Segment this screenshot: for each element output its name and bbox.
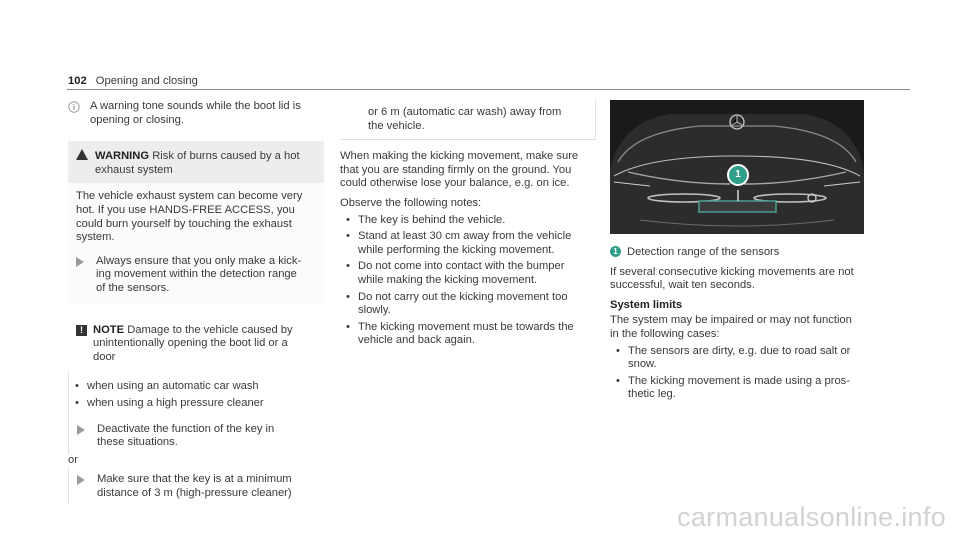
note-action-1	[77, 423, 316, 450]
watermark: carmanualsonline.info	[677, 502, 946, 533]
action-line: of the sensors.	[96, 281, 170, 294]
warning-body	[68, 183, 324, 303]
note-action-2-wrap	[68, 467, 324, 504]
note-icon: !	[76, 325, 87, 336]
continued-line: or 6 m (automatic car wash) away from	[368, 106, 562, 118]
para-line: that you are standing firmly on the ground. You	[340, 163, 572, 176]
warning-body-line: hot. If you use HANDS-FREE ACCESS, you	[76, 203, 295, 216]
observe-item: • Do not come into contact with the bumper while making the kicking movement.	[340, 260, 596, 287]
legend-text: Detection range of the sensors	[627, 246, 780, 258]
observe-item: • The kicking movement must be towards the vehicle and back again.	[340, 321, 596, 348]
continued-line: the vehicle.	[368, 119, 425, 132]
figure-legend	[610, 246, 900, 260]
note-bullet: • when using an automatic car wash	[69, 380, 316, 394]
warning-header	[68, 141, 324, 183]
para-line: If several consecutive kicking movements are not	[610, 265, 854, 278]
observe-item: • Stand at least 30 cm away from the vehicle while performing the kicking movement.	[340, 230, 596, 257]
warning-action	[76, 255, 316, 296]
column-2	[340, 100, 596, 351]
note-label: NOTE	[93, 323, 125, 336]
warning-box	[68, 141, 324, 303]
note-body	[68, 372, 324, 453]
page-number: 102	[68, 75, 87, 87]
limits-list	[610, 345, 900, 402]
header-rule	[67, 89, 910, 90]
note-bullet: • when using a high pressure cleaner	[69, 397, 316, 411]
warning-body-line: The vehicle exhaust system can become very	[76, 190, 303, 203]
note-box	[68, 320, 324, 505]
figure-callout: 1	[727, 164, 749, 186]
action-line: ing movement within the detection range	[96, 268, 297, 281]
callout-number-icon: 1	[610, 246, 621, 257]
note-title-cont: unintentionally opening the boot lid or a	[93, 337, 288, 350]
info-note	[68, 100, 324, 127]
warning-title: Risk of burns caused by a hot	[152, 150, 300, 163]
action-line: Make sure that the key is at a minimum	[97, 473, 292, 486]
action-line: distance of 3 m (high-pressure cleaner)	[97, 486, 292, 499]
column-1	[68, 100, 324, 504]
para-line: The system may be impaired or may not function	[610, 314, 852, 327]
observe-text: Observe the following notes:	[340, 196, 482, 209]
action-arrow-icon	[76, 257, 84, 267]
limits-intro	[610, 314, 900, 341]
kick-para	[340, 150, 596, 191]
note-action-2	[77, 473, 324, 500]
note-bullets	[69, 380, 316, 410]
note-title: Damage to the vehicle caused by	[127, 323, 293, 336]
retry-para	[610, 266, 900, 293]
column-3	[610, 100, 900, 405]
observe-item: • The key is behind the vehicle.	[340, 214, 596, 228]
vehicle-figure	[610, 100, 864, 234]
info-text-line: opening or closing.	[90, 113, 184, 126]
para-line: could otherwise lose your balance, e.g. on ice.	[340, 177, 570, 190]
section-title: Opening and closing	[95, 75, 198, 87]
action-arrow-icon	[77, 425, 85, 435]
page-header	[68, 75, 198, 89]
system-limits-heading: System limits	[610, 298, 683, 311]
warning-triangle-icon	[76, 149, 88, 160]
note-header	[68, 320, 324, 373]
note-or: or	[68, 453, 78, 466]
para-line: in the following cases:	[610, 327, 720, 340]
action-arrow-icon	[77, 475, 85, 485]
para-line: When making the kicking movement, make sure	[340, 150, 579, 163]
warning-title-cont: exhaust system	[95, 163, 173, 176]
limits-item: • The kicking movement is made using a pros- thetic leg.	[610, 375, 900, 402]
action-line: these situations.	[97, 436, 178, 449]
warning-body-line: system.	[76, 231, 115, 244]
info-text-line: A warning tone sounds while the boot lid is	[90, 100, 301, 112]
para-line: successful, wait ten seconds.	[610, 279, 755, 292]
note-title-cont: door	[93, 350, 116, 363]
warning-label: WARNING	[95, 150, 150, 163]
action-line: Deactivate the function of the key in	[97, 422, 275, 435]
info-icon	[68, 101, 80, 113]
action-line: Always ensure that you only make a kick-	[96, 254, 302, 267]
limits-item: • The sensors are dirty, e.g. due to road salt or snow.	[610, 345, 900, 372]
warning-body-line: could burn yourself by touching the exhaust	[76, 217, 292, 230]
observe-item: • Do not carry out the kicking movement too slowly.	[340, 291, 596, 318]
continued-box	[340, 100, 596, 140]
observe-list	[340, 214, 596, 348]
